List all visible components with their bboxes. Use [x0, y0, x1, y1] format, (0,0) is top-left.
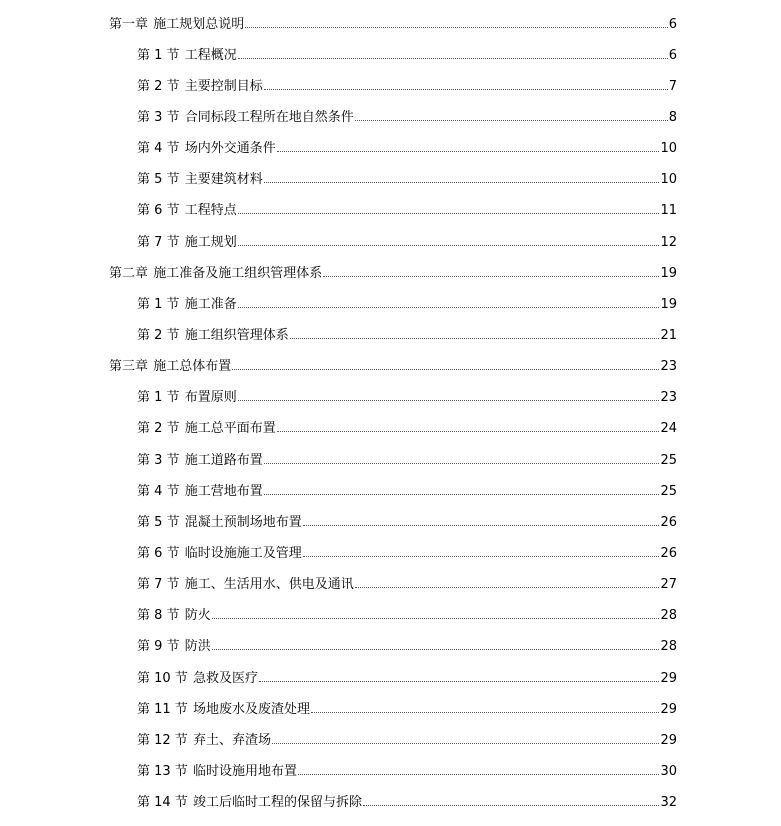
toc-entry-label — [137, 141, 276, 157]
toc-entry-label — [137, 577, 354, 593]
toc-entry-number: 第二章 — [109, 265, 149, 281]
toc-page-number: 30 — [660, 763, 677, 779]
toc-page-number: 25 — [660, 483, 677, 499]
toc-entry-label — [137, 484, 263, 500]
toc-entry-label — [137, 764, 297, 780]
toc-entry-label — [137, 795, 362, 811]
toc-entry-line — [137, 577, 677, 593]
toc-entry-number: 第 1 节 — [137, 47, 180, 63]
toc-page-number: 19 — [660, 265, 677, 281]
toc-entry-line — [137, 453, 677, 469]
dot-leader — [264, 89, 668, 90]
toc-entry-number: 第 2 节 — [137, 327, 180, 343]
toc-entry-line — [137, 764, 677, 780]
toc-chapter-entry[interactable] — [0, 9, 781, 40]
toc-section-entry[interactable] — [0, 383, 781, 414]
toc-page-number: 25 — [660, 452, 677, 468]
toc-entry-title: 主要控制目标 — [184, 78, 263, 94]
toc-page-number: 23 — [660, 359, 677, 375]
toc-page-number: 10 — [660, 141, 677, 157]
toc-section-entry[interactable] — [0, 538, 781, 569]
toc-entry-number: 第 4 节 — [137, 483, 180, 499]
toc-entry-label — [137, 515, 302, 531]
toc-entry-number: 第 6 节 — [137, 545, 180, 561]
toc-entry-line — [137, 733, 677, 749]
toc-entry-label — [109, 17, 244, 33]
toc-entry-line — [137, 79, 677, 95]
toc-entry-line — [137, 110, 677, 126]
toc-entry-title: 施工规划 — [184, 234, 237, 250]
dot-leader — [363, 805, 659, 806]
dot-leader — [238, 245, 660, 246]
toc-page-number: 7 — [668, 78, 677, 94]
toc-page-number: 29 — [660, 732, 677, 748]
toc-entry-title: 场内外交通条件 — [184, 141, 276, 157]
toc-section-entry[interactable] — [0, 71, 781, 102]
toc-entry-number: 第 7 节 — [137, 577, 180, 593]
dot-leader — [277, 151, 660, 152]
dot-leader — [264, 182, 660, 183]
toc-entry-line — [137, 515, 677, 531]
dot-leader — [277, 431, 660, 432]
toc-entry-title: 防火 — [184, 608, 211, 624]
toc-entry-line — [137, 328, 677, 344]
toc-entry-label — [137, 421, 276, 437]
toc-entry-line — [137, 484, 677, 500]
toc-entry-title: 主要建筑材料 — [184, 172, 263, 188]
toc-page-number: 23 — [660, 390, 677, 406]
toc-entry-label — [109, 359, 231, 375]
toc-page-number: 28 — [660, 639, 677, 655]
toc-entry-number: 第 1 节 — [137, 390, 180, 406]
toc-section-entry[interactable] — [0, 476, 781, 507]
toc-entry-label — [137, 235, 237, 251]
toc-entry-line — [109, 17, 677, 33]
toc-chapter-entry[interactable] — [0, 352, 781, 383]
toc-entry-number: 第 10 节 — [137, 670, 188, 686]
dot-leader — [238, 307, 660, 308]
toc-entry-title: 竣工后临时工程的保留与拆除 — [193, 795, 363, 811]
toc-entry-title: 工程特点 — [184, 203, 237, 219]
toc-page-number: 19 — [660, 296, 677, 312]
toc-page-number: 24 — [660, 421, 677, 437]
toc-entry-line — [109, 266, 677, 282]
toc-entry-title: 施工准备及施工组织管理体系 — [153, 265, 323, 281]
toc-entry-label — [137, 48, 237, 64]
toc-entry-line — [137, 141, 677, 157]
toc-entry-line — [137, 795, 677, 811]
toc-entry-title: 混凝土预制场地布置 — [184, 514, 302, 530]
toc-entry-title: 临时设施用地布置 — [193, 763, 298, 779]
toc-page-number: 10 — [660, 172, 677, 188]
toc-entry-number: 第 5 节 — [137, 172, 180, 188]
dot-leader — [264, 494, 660, 495]
toc-page-number: 12 — [660, 234, 677, 250]
toc-page-number: 11 — [660, 203, 677, 219]
toc-entry-label — [137, 203, 237, 219]
toc-entry-line — [137, 608, 677, 624]
dot-leader — [323, 276, 659, 277]
toc-entry-title: 合同标段工程所在地自然条件 — [184, 109, 354, 125]
toc-section-entry[interactable] — [0, 788, 781, 819]
toc-entry-title: 弃土、弃渣场 — [193, 732, 272, 748]
dot-leader — [245, 27, 668, 28]
dot-leader — [232, 369, 659, 370]
dot-leader — [272, 743, 659, 744]
dot-leader — [238, 400, 660, 401]
toc-entry-number: 第三章 — [109, 359, 149, 375]
toc-page-number: 27 — [660, 577, 677, 593]
toc-section-entry[interactable] — [0, 102, 781, 133]
toc-section-entry[interactable] — [0, 570, 781, 601]
toc-entry-title: 场地废水及废渣处理 — [193, 701, 311, 717]
toc-entry-label — [137, 733, 271, 749]
toc-section-entry[interactable] — [0, 227, 781, 258]
toc-page-number: 28 — [660, 608, 677, 624]
toc-entry-number: 第 3 节 — [137, 109, 180, 125]
toc-entry-label — [137, 172, 263, 188]
toc-entry-line — [137, 421, 677, 437]
toc-entry-number: 第一章 — [109, 16, 149, 32]
toc-entry-title: 布置原则 — [184, 390, 237, 406]
toc-entry-label — [137, 671, 258, 687]
toc-entry-label — [137, 639, 211, 655]
toc-entry-label — [137, 79, 263, 95]
dot-leader — [290, 338, 660, 339]
toc-entry-title: 施工组织管理体系 — [184, 327, 289, 343]
dot-leader — [298, 774, 659, 775]
toc-entry-title: 施工准备 — [184, 296, 237, 312]
toc-entry-title: 施工规划总说明 — [153, 16, 245, 32]
toc-entry-title: 急救及医疗 — [193, 670, 259, 686]
dot-leader — [259, 681, 659, 682]
toc-entry-title: 工程概况 — [184, 47, 237, 63]
toc-entry-title: 临时设施施工及管理 — [184, 545, 302, 561]
toc-page-number: 32 — [660, 795, 677, 811]
toc-entry-number: 第 4 节 — [137, 141, 180, 157]
toc-entry-line — [137, 235, 677, 251]
toc-page-number: 29 — [660, 670, 677, 686]
toc-section-entry[interactable] — [0, 632, 781, 663]
toc-entry-line — [137, 639, 677, 655]
toc-entry-label — [137, 110, 354, 126]
toc-entry-number: 第 7 节 — [137, 234, 180, 250]
dot-leader — [355, 587, 660, 588]
toc-entry-line — [137, 702, 677, 718]
toc-section-entry[interactable] — [0, 694, 781, 725]
dot-leader — [303, 556, 660, 557]
toc-entry-label — [137, 390, 237, 406]
toc-entry-line — [137, 390, 677, 406]
toc-entry-label — [137, 328, 289, 344]
toc-entry-number: 第 6 节 — [137, 203, 180, 219]
toc-entry-title: 施工、生活用水、供电及通讯 — [184, 577, 354, 593]
dot-leader — [264, 463, 660, 464]
toc-section-entry[interactable] — [0, 414, 781, 445]
toc-section-entry[interactable] — [0, 196, 781, 227]
toc-entry-number: 第 9 节 — [137, 639, 180, 655]
toc-entry-label — [137, 702, 310, 718]
toc-entry-title: 施工营地布置 — [184, 483, 263, 499]
toc-entry-number: 第 3 节 — [137, 452, 180, 468]
toc-entry-line — [137, 671, 677, 687]
toc-entry-number: 第 11 节 — [137, 701, 188, 717]
toc-entry-number: 第 2 节 — [137, 421, 180, 437]
toc-entry-number: 第 8 节 — [137, 608, 180, 624]
dot-leader — [212, 618, 660, 619]
toc-entry-line — [109, 359, 677, 375]
toc-page-number: 6 — [668, 16, 677, 32]
toc-entry-line — [137, 203, 677, 219]
toc-entry-title: 施工道路布置 — [184, 452, 263, 468]
toc-entry-title: 防洪 — [184, 639, 211, 655]
toc-section-entry[interactable] — [0, 756, 781, 787]
toc-entry-number: 第 12 节 — [137, 732, 188, 748]
toc-entry-line — [137, 546, 677, 562]
toc-section-entry[interactable] — [0, 507, 781, 538]
toc-entry-number: 第 14 节 — [137, 795, 188, 811]
toc-entry-label — [137, 297, 237, 313]
toc-section-entry[interactable] — [0, 445, 781, 476]
toc-entry-title: 施工总体布置 — [153, 359, 232, 375]
toc-chapter-entry[interactable] — [0, 258, 781, 289]
toc-entry-number: 第 13 节 — [137, 763, 188, 779]
toc-entry-title: 施工总平面布置 — [184, 421, 276, 437]
toc-page-number: 26 — [660, 545, 677, 561]
toc-section-entry[interactable] — [0, 40, 781, 71]
toc-entry-label — [137, 608, 211, 624]
toc-page-number: 6 — [668, 47, 677, 63]
toc-entry-label — [137, 453, 263, 469]
dot-leader — [303, 525, 660, 526]
toc-entry-label — [109, 266, 322, 282]
dot-leader — [238, 213, 660, 214]
table-of-contents — [0, 9, 781, 819]
toc-section-entry[interactable] — [0, 601, 781, 632]
toc-section-entry[interactable] — [0, 289, 781, 320]
toc-section-entry[interactable] — [0, 320, 781, 351]
dot-leader — [212, 649, 660, 650]
toc-entry-line — [137, 48, 677, 64]
toc-entry-number: 第 2 节 — [137, 78, 180, 94]
dot-leader — [311, 712, 659, 713]
toc-entry-label — [137, 546, 302, 562]
toc-entry-number: 第 5 节 — [137, 514, 180, 530]
toc-section-entry[interactable] — [0, 134, 781, 165]
toc-section-entry[interactable] — [0, 725, 781, 756]
toc-page-number: 29 — [660, 701, 677, 717]
toc-page-number: 21 — [660, 327, 677, 343]
toc-page-number: 26 — [660, 514, 677, 530]
toc-entry-line — [137, 297, 677, 313]
toc-section-entry[interactable] — [0, 663, 781, 694]
toc-page-number: 8 — [668, 109, 677, 125]
toc-entry-line — [137, 172, 677, 188]
dot-leader — [355, 120, 668, 121]
toc-section-entry[interactable] — [0, 165, 781, 196]
toc-entry-number: 第 1 节 — [137, 296, 180, 312]
dot-leader — [238, 58, 668, 59]
